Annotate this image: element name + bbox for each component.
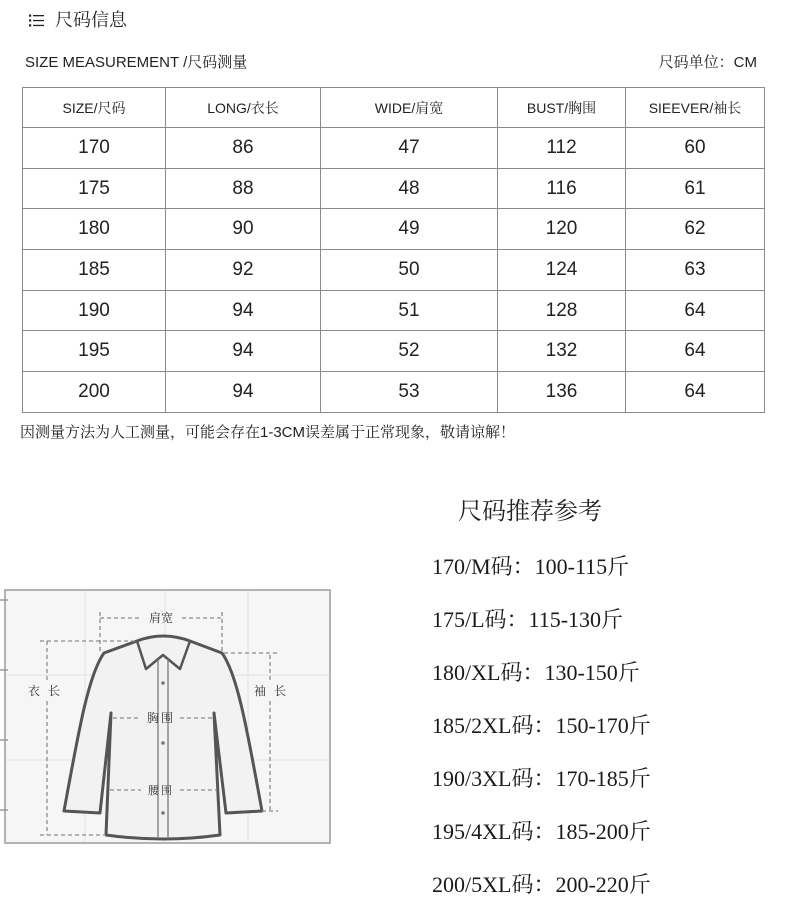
shoulder-width-label: 肩宽 xyxy=(148,611,174,625)
measurement-unit: 尺码单位：CM xyxy=(658,54,757,71)
bust-value: 132 xyxy=(498,331,626,372)
bust-header: BUST/胸围 xyxy=(498,88,626,128)
table-row xyxy=(23,372,765,413)
shoulder-width-value: 49 xyxy=(321,209,498,250)
sleeve-length-value: 60 xyxy=(626,128,765,169)
shoulder-width-value: 47 xyxy=(321,128,498,169)
table-row xyxy=(23,290,765,331)
list-icon xyxy=(29,14,44,27)
size-value: 175 xyxy=(23,168,166,209)
length-value: 88 xyxy=(166,168,321,209)
bust-value: 116 xyxy=(498,168,626,209)
size-recommendation-item: 185/2XL码：150-170斤 xyxy=(432,713,651,738)
length-value: 94 xyxy=(166,290,321,331)
length-value: 86 xyxy=(166,128,321,169)
shoulder-width-header: WIDE/肩宽 xyxy=(321,88,498,128)
shoulder-width-value: 48 xyxy=(321,168,498,209)
table-row xyxy=(23,331,765,372)
recommendation-title: 尺码推荐参考 xyxy=(458,499,602,525)
table-row xyxy=(23,250,765,291)
sleeve-length-value: 64 xyxy=(626,290,765,331)
table-row xyxy=(23,209,765,250)
bust-value: 136 xyxy=(498,372,626,413)
measurement-note: 因测量方法为人工测量，可能会存在1-3CM误差属于正常现象，敬请谅解！ xyxy=(20,424,516,441)
sleeve-length-value: 62 xyxy=(626,209,765,250)
length-value: 92 xyxy=(166,250,321,291)
table-row xyxy=(23,128,765,169)
size-recommendation-item: 190/3XL码：170-185斤 xyxy=(432,766,651,791)
size-recommendation-item: 175/L码：115-130斤 xyxy=(432,607,624,632)
length-value: 94 xyxy=(166,372,321,413)
sleeve-length-label: 袖长 xyxy=(253,684,295,698)
measurement-title: SIZE MEASUREMENT /尺码测量 xyxy=(25,54,248,71)
table-body xyxy=(23,128,765,413)
size-value: 190 xyxy=(23,290,166,331)
size-value: 185 xyxy=(23,250,166,291)
body-length-label: 衣长 xyxy=(27,684,69,698)
size-value: 200 xyxy=(23,372,166,413)
size-recommendation-item: 170/M码：100-115斤 xyxy=(432,554,630,579)
bust-value: 120 xyxy=(498,209,626,250)
size-table xyxy=(22,87,765,413)
sleeve-length-value: 64 xyxy=(626,331,765,372)
length-value: 90 xyxy=(166,209,321,250)
size-header: SIZE/尺码 xyxy=(23,88,166,128)
size-recommendation-item: 180/XL码：130-150斤 xyxy=(432,660,640,685)
header-row xyxy=(23,88,765,128)
table-header xyxy=(23,88,765,128)
sleeve-length-value: 61 xyxy=(626,168,765,209)
bust-value: 128 xyxy=(498,290,626,331)
shoulder-width-value: 52 xyxy=(321,331,498,372)
waist-label: 腰围 xyxy=(148,785,174,797)
size-value: 170 xyxy=(23,128,166,169)
sleeve-length-value: 63 xyxy=(626,250,765,291)
length-value: 94 xyxy=(166,331,321,372)
table-row xyxy=(23,168,765,209)
bust-value: 124 xyxy=(498,250,626,291)
length-header: LONG/衣长 xyxy=(166,88,321,128)
size-value: 180 xyxy=(23,209,166,250)
page-title: 尺码信息 xyxy=(55,10,127,30)
bust-value: 112 xyxy=(498,128,626,169)
sleeve-length-value: 64 xyxy=(626,372,765,413)
shirt-measurement-diagram xyxy=(0,585,335,850)
size-value: 195 xyxy=(23,331,166,372)
recommendation-list xyxy=(432,553,651,924)
shoulder-width-value: 51 xyxy=(321,290,498,331)
size-recommendation-item: 200/5XL码：200-220斤 xyxy=(432,872,651,897)
size-recommendation-item: 195/4XL码：185-200斤 xyxy=(432,819,651,844)
bust-label: 胸围 xyxy=(146,711,176,725)
shoulder-width-value: 53 xyxy=(321,372,498,413)
sleeve-length-header: SIEEVER/袖长 xyxy=(626,88,765,128)
shoulder-width-value: 50 xyxy=(321,250,498,291)
